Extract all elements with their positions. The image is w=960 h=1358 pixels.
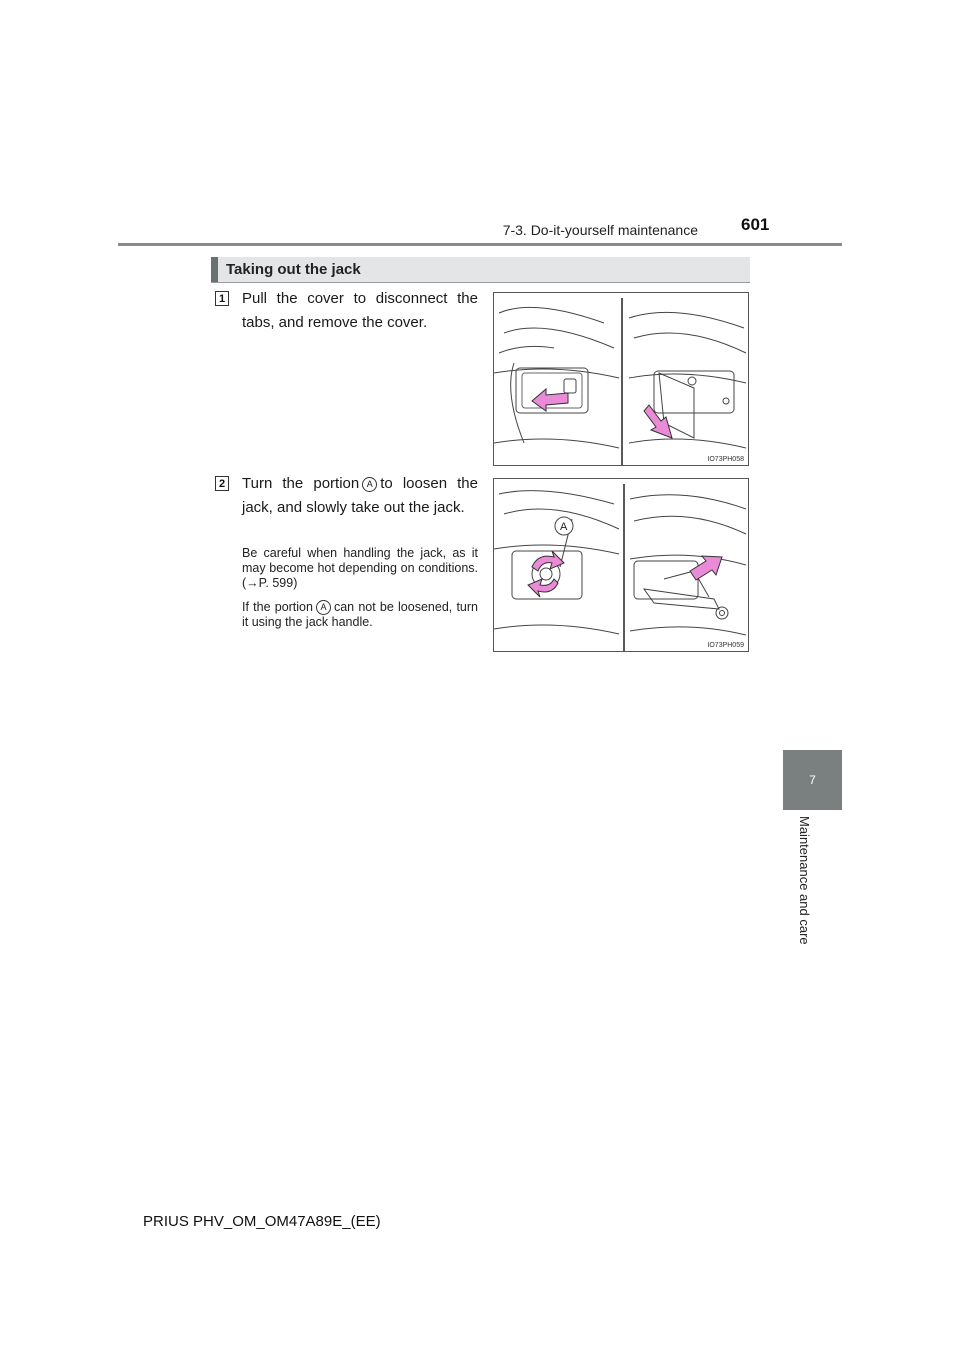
- step-2-badge: 2: [215, 476, 229, 491]
- header-divider: [118, 243, 842, 246]
- pull-out-arrow: [690, 556, 722, 580]
- note2-after: can not be loosened, turn it using the jack handle.: [242, 600, 478, 629]
- chapter-number: 7: [809, 773, 816, 787]
- step-2-note-heat: Be careful when handling the jack, as it may become hot depending on conditions. (→P. 599): [242, 546, 478, 590]
- note2-before: If the portion: [242, 600, 313, 614]
- step-2-illustration: [493, 478, 749, 652]
- heading-text: Taking out the jack: [226, 261, 361, 278]
- jack-removal-figure: [494, 479, 748, 651]
- turn-arrow-bottom: [528, 579, 558, 597]
- heading-accent: [211, 257, 218, 282]
- figure-code: IO73PH059: [707, 642, 744, 649]
- page-number: 601: [741, 215, 770, 234]
- marker-a: A: [362, 477, 377, 492]
- step-1-illustration: [493, 292, 749, 466]
- document-code: PRIUS PHV_OM_OM47A89E_(EE): [143, 1213, 381, 1230]
- figure-code: IO73PH058: [707, 456, 744, 463]
- step-1-badge: 1: [215, 291, 229, 306]
- pull-arrow-right: [644, 405, 672, 438]
- cover-removal-figure: [494, 293, 748, 465]
- step-2-text: [242, 472, 478, 520]
- note2-marker-a: A: [316, 600, 331, 615]
- chapter-label: Maintenance and care: [797, 816, 812, 945]
- section-title: 7-3. Do-it-yourself maintenance: [502, 222, 698, 238]
- section-heading: [211, 257, 750, 283]
- step-2-text-before: Turn the portion: [242, 475, 360, 492]
- chapter-tab[interactable]: [783, 750, 842, 810]
- step-2-text-after: to loosen the jack, and slowly take out the jack.: [242, 475, 478, 516]
- step-2-note-handle: [242, 600, 478, 630]
- step-1-text: Pull the cover to disconnect the tabs, and remove the cover.: [242, 290, 478, 331]
- figure-label-a: A: [560, 521, 568, 533]
